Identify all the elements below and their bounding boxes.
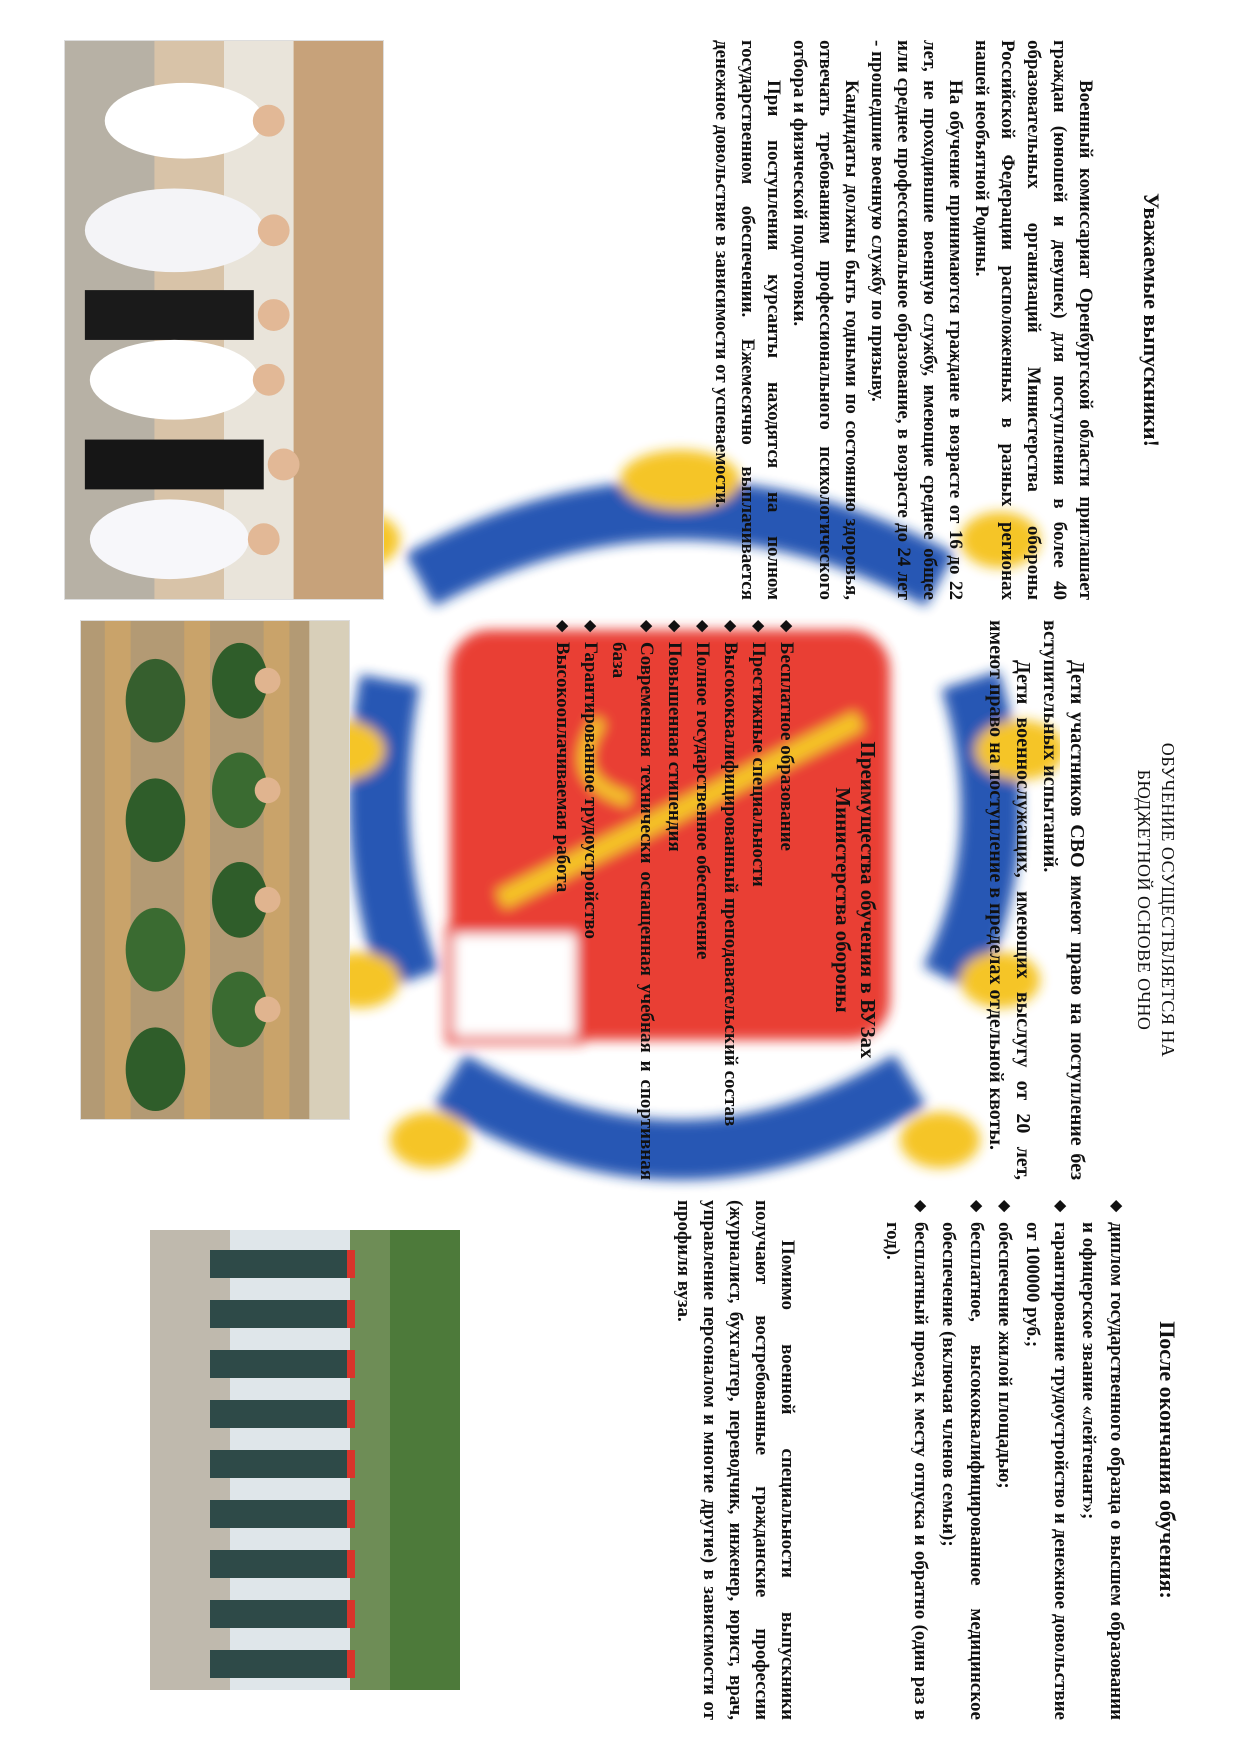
advantage-item <box>716 620 744 1180</box>
benefit-item <box>990 1200 1018 1720</box>
diamond-bullet-icon: ◆ <box>778 620 795 633</box>
svo-children-paragraph: Дети участников СВО имеют право на поступление без вступительных испытаний. <box>1039 620 1088 1180</box>
diamond-bullet-icon: ◆ <box>912 1200 929 1213</box>
advantage-text: Повышенная стипендия <box>664 642 685 852</box>
study-basis-line2: БЮДЖЕТНОЙ ОСНОВЕ ОЧНО <box>1134 769 1154 1031</box>
benefit-item <box>934 1200 990 1720</box>
benefit-item <box>1074 1200 1130 1720</box>
diamond-bullet-icon: ◆ <box>666 620 683 633</box>
study-basis-line1: ОБУЧЕНИЕ ОСУЩЕСТВЛЯЕТСЯ НА <box>1158 742 1178 1058</box>
after-graduation-heading: После окончания обучения: <box>1155 1321 1180 1599</box>
advantage-item <box>604 620 660 1180</box>
diamond-bullet-icon: ◆ <box>996 1200 1013 1213</box>
cadets-exam-photo <box>80 620 350 1120</box>
advantage-item <box>576 620 604 1180</box>
benefit-item <box>1018 1200 1074 1720</box>
diamond-bullet-icon: ◆ <box>638 620 655 633</box>
graduates-dance-photo <box>64 40 384 600</box>
advantage-text: Современная технически оснащенная учебная и спортивная база <box>608 642 657 1180</box>
benefit-text: бесплатное, высококвалифицированное медицинское обеспечение (включая членов семьи); <box>938 1222 987 1720</box>
advantage-item <box>772 620 800 1180</box>
right-column <box>0 1200 1240 1720</box>
cadets-parade-photo <box>150 1230 460 1690</box>
advantage-text: Высокооплачиваемая работа <box>552 642 573 893</box>
advantage-text: Престижные специальности <box>748 642 769 887</box>
middle-text-block <box>982 620 1090 1180</box>
diamond-bullet-icon: ◆ <box>582 620 599 633</box>
advantage-item <box>688 620 716 1180</box>
age-requirements-paragraph: На обучение принимаются граждане в возрасте от 16 до 22 лет, не проходившие военную службу, имеющие среднее общее или среднее профессиональное образование, в возрасте до 24 лет - прошедшие военную службу по призыву. <box>867 40 966 600</box>
diamond-bullet-icon: ◆ <box>750 620 767 633</box>
left-text-block <box>708 40 1098 600</box>
diamond-bullet-icon: ◆ <box>1052 1200 1069 1213</box>
advantage-text: Высококвалифицированный преподавательский состав <box>720 642 741 1127</box>
advantage-item <box>660 620 688 1180</box>
advantages-heading-line2: Министерства обороны <box>831 787 855 1013</box>
civil-professions-paragraph: Помимо военной специальности выпускники получают востребованные гражданские профессии (журналист, бухгалтер, переводчик, инженер, юрист, врач, управление персоналом и многие другие) в зависимости от профиля вуза. <box>673 1200 798 1720</box>
diamond-bullet-icon: ◆ <box>694 620 711 633</box>
benefit-text: обеспечение жилой площадью; <box>994 1222 1015 1489</box>
benefit-text: бесплатный проезд к месту отпуска и обратно (один раз в год). <box>882 1222 931 1720</box>
advantage-text: Бесплатное образование <box>776 642 797 851</box>
greeting-heading: Уважаемые выпускники! <box>1139 193 1164 447</box>
advantage-text: Полное государственное обеспечение <box>692 642 713 960</box>
servicemen-children-paragraph: Дети военнослужащих, имеющих выслугу от 20 лет, имеют право на поступление в пределах отдельной квоты. <box>985 620 1034 1180</box>
middle-column <box>0 620 1240 1180</box>
diamond-bullet-icon: ◆ <box>722 620 739 633</box>
advantages-heading-line1: Преимущества обучения в ВУЗах <box>856 741 880 1059</box>
advantage-item <box>548 620 576 1180</box>
health-requirements-paragraph: Кандидаты должны быть годными по состоянию здоровья, отвечать требованиям профессионального психологического отбора и физической подготовки. <box>789 40 862 600</box>
benefit-text: гарантирование трудоустройство и денежное довольствие от 100000 руб.; <box>1022 1222 1071 1720</box>
advantages-list <box>548 620 800 1180</box>
after-graduation-list <box>878 1200 1130 1720</box>
diamond-bullet-icon: ◆ <box>554 620 571 633</box>
intro-paragraph: Военный комиссариат Оренбургской области приглашает граждан (юношей и девушек) для поступления в более 40 образовательных организаций Министерства обороны Российской Федерации расположенных в разных регионах нашей необъятной Родины. <box>971 40 1096 600</box>
advantage-text: Гарантированное трудоустройство <box>580 642 601 940</box>
benefit-item <box>878 1200 934 1720</box>
study-basis-heading <box>1132 620 1180 1180</box>
benefit-text: диплом государственного образца о высшем образовании и офицерское звание «лейтенант»; <box>1078 1222 1127 1720</box>
advantage-item <box>744 620 772 1180</box>
state-support-paragraph: При поступлении курсанты находятся на полном государственном обеспечении. Ежемесячно выплачивается денежное довольствие в зависимости от успеваемости. <box>711 40 784 600</box>
left-column <box>0 40 1240 600</box>
diamond-bullet-icon: ◆ <box>968 1200 985 1213</box>
diamond-bullet-icon: ◆ <box>1108 1200 1125 1213</box>
advantages-heading <box>830 620 880 1180</box>
